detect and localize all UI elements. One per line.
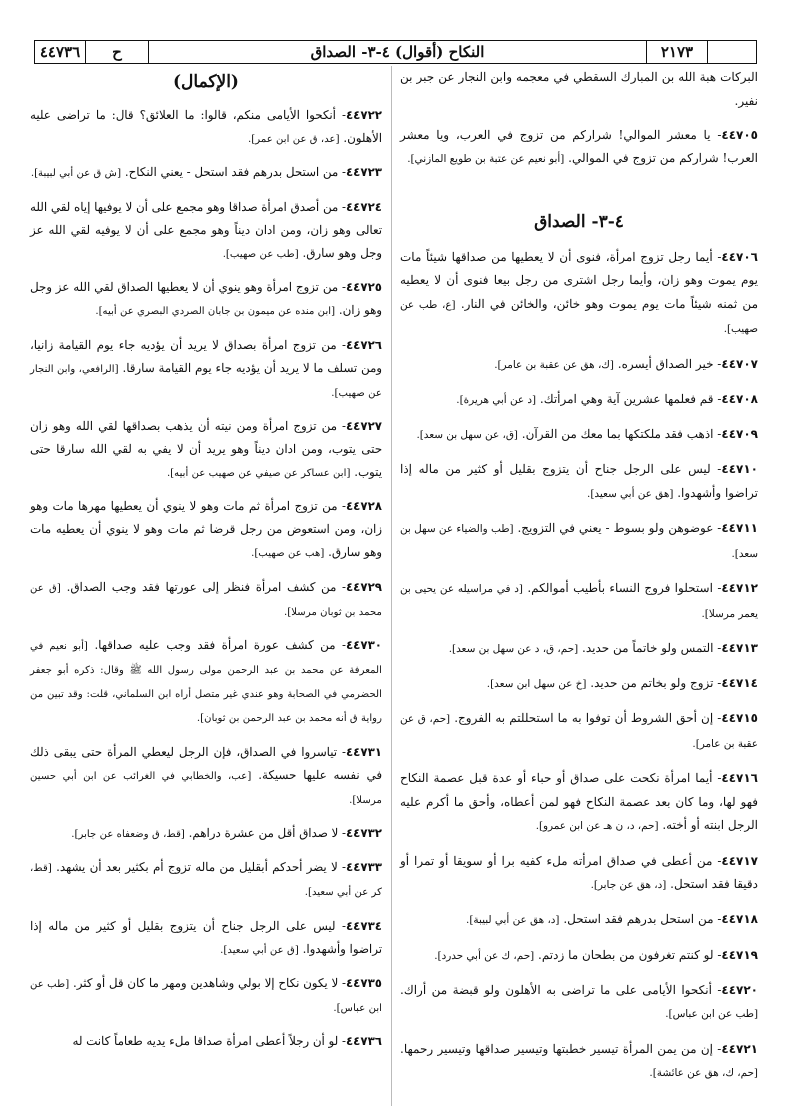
hadith-number: ٤٤٧١٥ bbox=[721, 711, 758, 726]
hadith-text: - عوضوهن ولو بسوط - يعني في التزويج. bbox=[517, 521, 722, 536]
hadith-entry bbox=[30, 576, 382, 624]
hadith-number: ٤٤٧١٩ bbox=[721, 947, 758, 962]
hadith-entry bbox=[400, 979, 758, 1027]
page-number: ٢١٧٣ bbox=[647, 41, 708, 63]
hadith-text: - لا يضر أحدكم أبقليل من ماله تزوج أم بكثير بعد أن يشهد. bbox=[56, 860, 346, 875]
header-title: النكاح (أقوال) ٤-٣- الصداق bbox=[149, 41, 647, 63]
hadith-text: - يا معشر الموالي! شراركم من تزوج في العرب، ويا معشر العرب! شراركم من تزوج في الموالي. bbox=[400, 127, 758, 166]
hadith-entry bbox=[30, 415, 382, 485]
hadith-text: - تياسروا في الصداق، فإن الرجل ليعطي المرأة حتى يبقى ذلك في نفسه عليها حسيكة. bbox=[30, 744, 383, 782]
hadith-source: [أبو نعيم في المعرفة عن محمد بن عبد الرحمن مولى رسول الله ﷺ وقال: ذكره أبو جعفر الحضرمي في الصحابة وهو عندي غير متصل أراه ابن السلماني، قلت: وقد تبين من رواية ق أنه محمد بن عبد الرحمن بن ثوبان]. bbox=[30, 641, 382, 725]
hadith-entry bbox=[400, 124, 758, 172]
section-heading-sadaq: ٤-٣- الصداق bbox=[534, 211, 624, 232]
hadith-entry bbox=[30, 334, 382, 405]
hadith-number: ٤٤٧٣٤ bbox=[345, 918, 382, 933]
hadith-source: [عب، والخطابي في الغرائب عن ابن أبي حسين مرسلا]. bbox=[30, 770, 382, 806]
hadith-source: [د، هق عن جابر]. bbox=[590, 879, 667, 892]
hadith-source: [طب عن صهيب]. bbox=[222, 248, 299, 260]
left-column bbox=[30, 66, 382, 1064]
hadith-source: [ق عن محمد بن ثوبان مرسلا]. bbox=[30, 582, 382, 618]
hadith-text: - من تزوج امرأة وهو ينوي أن لا يعطيها الصداق لقي الله عز وجل وهو زان. bbox=[30, 280, 382, 318]
right-entries-second bbox=[400, 246, 758, 1086]
hadith-text: - من استحل بدرهم فقد استحل - يعني النكاح. bbox=[124, 165, 346, 180]
hadith-number: ٤٤٧٢٧ bbox=[345, 418, 382, 433]
hadith-text: - إن أحق الشروط أن توفوا به ما استحللتم به الفروج. bbox=[454, 711, 722, 726]
header-mark: ح bbox=[86, 41, 149, 63]
hadith-source: [د، هق عن أبي لبيبة]. bbox=[466, 914, 560, 927]
hadith-text: - من تزوج امرأة ثم مات وهو لا ينوي أن يعطيها مهرها مات وهو زان، ومن استعوض من رجل قرضا ثم مات وهو لا ينوي أن يعطيه مات وهو سارق. bbox=[30, 499, 382, 560]
hadith-number: ٤٤٧٠٩ bbox=[721, 427, 758, 442]
hadith-entry bbox=[400, 672, 758, 697]
section-heading-ikmal: (الإكمال) bbox=[173, 72, 239, 92]
hadith-entry bbox=[30, 495, 382, 565]
hadith-text: - استحلوا فروج النساء بأطيب أموالكم. bbox=[527, 581, 722, 596]
hadith-entry bbox=[30, 822, 382, 846]
hadith-entry bbox=[400, 908, 758, 933]
hadith-text: - ليس على الرجل جناح أن يتزوج بقليل أو كثير من ماله إذا تراضوا وأشهدوا. bbox=[400, 462, 758, 500]
hadith-source: [حم، ق، د عن سهل بن سعد]. bbox=[448, 642, 579, 655]
right-entries-first bbox=[400, 124, 758, 172]
hadith-source: [طب عن ابن عباس]. bbox=[665, 1008, 758, 1021]
hadith-source: [الرافعي، وابن النجار عن صهيب]. bbox=[30, 363, 382, 399]
hadith-text: - أنكحوا الأيامى منكم، قالوا: ما العلائق؟ قال: ما تراضى عليه الأهلون. bbox=[30, 108, 382, 145]
hadith-entry bbox=[400, 850, 758, 898]
hadith-source: [ش ق عن أبي لبيبة]. bbox=[30, 168, 122, 180]
hadith-text: - من كشف عورة امرأة فقد وجب عليه صداقها. bbox=[94, 638, 346, 653]
hadith-number: ٤٤٧٢٤ bbox=[345, 199, 382, 214]
left-entries bbox=[30, 104, 382, 1053]
right-column bbox=[400, 66, 758, 1097]
hadith-entry bbox=[30, 915, 382, 962]
hadith-number: ٤٤٧١٨ bbox=[721, 912, 758, 927]
hadith-text: - لا يكون نكاح إلا بولي وشاهدين ومهر ما كان قل أو كثر. bbox=[72, 976, 346, 991]
hadith-entry bbox=[30, 634, 382, 730]
hadith-source: [أبو نعيم عن عتبة بن طويع المازني]. bbox=[407, 153, 565, 166]
hadith-entry bbox=[30, 196, 382, 266]
hadith-number: ٤٤٧٢٨ bbox=[345, 499, 382, 514]
hadith-entry bbox=[400, 517, 758, 566]
column-divider bbox=[391, 66, 392, 1106]
hadith-text: - من استحل بدرهم فقد استحل. bbox=[563, 912, 722, 927]
hadith-entry bbox=[400, 637, 758, 662]
hadith-entry bbox=[400, 246, 758, 342]
hadith-number: ٤٤٧٢٦ bbox=[345, 337, 382, 352]
hadith-entry bbox=[400, 577, 758, 626]
hadith-source: [ك، هق عن عقبة بن عامر]. bbox=[494, 358, 614, 371]
hadith-text: - ليس على الرجل جناح أن يتزوج بقليل أو كثير من ماله إذا تراضوا وأشهدوا. bbox=[30, 918, 382, 956]
hadith-source: [هب عن صهيب]. bbox=[251, 548, 325, 560]
hadith-source: [طب عن ابن عباس]. bbox=[30, 979, 382, 1015]
hadith-number: ٤٤٧٢٣ bbox=[345, 165, 382, 180]
page-header bbox=[34, 40, 757, 64]
hadith-entry bbox=[400, 458, 758, 506]
hadith-number: ٤٤٧٣٦ bbox=[345, 1034, 382, 1049]
hadith-number: ٤٤٧٠٧ bbox=[721, 356, 758, 371]
hadith-source: [عد، ق عن ابن عمر]. bbox=[248, 134, 340, 145]
hadith-number: ٤٤٧٠٨ bbox=[721, 391, 758, 406]
hadith-text: - لو كنتم تغرفون من بطحان ما زدتم. bbox=[538, 947, 722, 962]
hadith-number: ٤٤٧٣٣ bbox=[346, 860, 383, 875]
hadith-text: - من تزوج امرأة بصداق لا يريد أن يؤديه جاء يوم القيامة زانيا، ومن تسلف ما لا يريد أن يؤديه جاء يوم القيامة سارقا. bbox=[30, 337, 383, 375]
hadith-source: [طب والضياء عن سهل بن سعد]. bbox=[400, 523, 758, 560]
hadith-number: ٤٤٧٣١ bbox=[345, 744, 382, 759]
hadith-source: [خ عن سهل ابن سعد]. bbox=[486, 678, 587, 691]
hadith-entry bbox=[400, 1038, 758, 1086]
hadith-text: - أنكحوا الأيامى على ما تراضى به الأهلون ولو قبضة من أراك. bbox=[400, 982, 722, 997]
hadith-text: - تزوج ولو بخاتم من حديد. bbox=[590, 676, 722, 691]
hadith-source: [هق عن أبي سعيد]. bbox=[587, 487, 674, 500]
header-number: ٤٤٧٣٦ bbox=[35, 41, 86, 63]
hadith-text: - من كشف امرأة فنظر إلى عورتها فقد وجب الصداق. bbox=[66, 579, 346, 594]
hadith-number: ٤٤٧١١ bbox=[721, 521, 758, 536]
hadith-number: ٤٤٧٠٦ bbox=[721, 249, 758, 264]
hadith-number: ٤٤٧١٠ bbox=[721, 462, 758, 477]
hadith-entry bbox=[30, 276, 382, 323]
hadith-number: ٤٤٧٣٥ bbox=[345, 976, 382, 991]
hadith-text: - لو أن رجلاً أعطى امرأة صداقا ملء يديه طعاماً كانت له bbox=[72, 1034, 346, 1049]
hadith-source: [حم، ك، هق عن عائشة]. bbox=[649, 1067, 758, 1080]
hadith-entry bbox=[400, 767, 758, 839]
hadith-number: ٤٤٧٢٥ bbox=[345, 280, 382, 295]
hadith-source: [ق، عن سهل بن سعد]. bbox=[416, 429, 518, 442]
hadith-entry bbox=[30, 1030, 382, 1053]
hadith-number: ٤٤٧٢٠ bbox=[721, 982, 758, 997]
hadith-source: [قط، كر عن أبي سعيد]. bbox=[30, 863, 382, 899]
hadith-text: - خير الصداق أيسره. bbox=[617, 356, 722, 371]
hadith-number: ٤٤٧٢٩ bbox=[345, 579, 382, 594]
hadith-text: - اذهب فقد ملكتكها بما معك من القرآن. bbox=[521, 427, 722, 442]
hadith-text: - أيما امرأة نكحت على صداق أو حباء أو عدة قبل عصمة النكاح فهو لها، وما كان بعد عصمة النكاح فهو لمن أعطاه، وأحق ما أكرم عليه الرجل ابنته أو أخته. bbox=[400, 771, 758, 833]
hadith-source: [حم، د، ن هـ عن ابن عمرو]. bbox=[535, 820, 659, 833]
hadith-source: [ق عن أبي سعيد]. bbox=[220, 944, 299, 956]
hadith-number: ٤٤٧١٤ bbox=[721, 676, 758, 691]
hadith-source: [حم، ك عن أبي حدرد]. bbox=[434, 949, 535, 962]
hadith-entry bbox=[30, 741, 382, 812]
hadith-source: [ع، طب عن صهيب]. bbox=[400, 298, 758, 336]
header-empty-box bbox=[708, 41, 756, 63]
hadith-entry bbox=[400, 944, 758, 969]
hadith-source: [د في مراسيله عن يحيى بن يعمر مرسلا]. bbox=[400, 583, 758, 620]
hadith-number: ٤٤٧١٢ bbox=[721, 581, 758, 596]
hadith-entry bbox=[400, 388, 758, 413]
hadith-source: [حم، ق عن عقبة بن عامر]. bbox=[400, 713, 758, 750]
hadith-entry bbox=[30, 972, 382, 1020]
hadith-source: [ابن عساكر عن صيفي عن صهيب عن أبيه]. bbox=[166, 467, 351, 479]
hadith-number: ٤٤٧٢٢ bbox=[345, 108, 382, 122]
hadith-source: [ابن منده عن ميمون بن جابان الصردي البصري عن أبيه]. bbox=[95, 306, 336, 318]
hadith-entry bbox=[400, 707, 758, 756]
hadith-number: ٤٤٧١٣ bbox=[721, 640, 758, 655]
hadith-text: - التمس ولو خاتماً من حديد. bbox=[582, 640, 722, 655]
hadith-text: - قم فعلمها عشرين آية وهي امرأتك. bbox=[539, 391, 722, 406]
hadith-text: - من أصدق امرأة صداقا وهو مجمع على أن لا يوفيها إياه لقي الله تعالى وهو زان، ومن ادان ديناً وهو مجمع على أن لا يوفيه لقي الله عز وجل وهو سارق. bbox=[30, 199, 382, 260]
hadith-number: ٤٤٧١٦ bbox=[721, 771, 758, 786]
hadith-source: [قط، ق وضعفاه عن جابر]. bbox=[71, 828, 185, 840]
hadith-text: - من تزوج امرأة ومن نيته أن يذهب بصداقها لقي الله وهو زان حتى يتوب، ومن ادان ديناً وهو يريد أن لا يفي به لقي الله سارقا حتى يتوب. bbox=[30, 418, 382, 479]
hadith-text: - من أعطى في صداق امرأته ملء كفيه برا أو سويقا أو تمرا أو دقيقا فقد استحل. bbox=[400, 853, 758, 892]
hadith-text: - إن من يمن المرأة تيسير خطبتها وتيسير صداقها وتيسير رحمها. bbox=[400, 1041, 722, 1056]
continuation-text: البركات هبة الله بن المبارك السقطي في معجمه وابن النجار عن جبر بن نفير. bbox=[400, 70, 758, 108]
hadith-entry bbox=[400, 423, 758, 448]
hadith-entry bbox=[30, 856, 382, 904]
hadith-source: [د عن أبي هريرة]. bbox=[456, 393, 537, 406]
hadith-text: - لا صداق أقل من عشرة دراهم. bbox=[188, 825, 346, 840]
hadith-text: - أيما رجل تزوج امرأة، فنوى أن لا يعطيها من صداقها شيئاً مات يوم يموت وهو زان، وأيما رجل اشترى من رجل بيعا فنوى أن لا يعطيه من ثمنه شيئاً مات يوم يموت وهو خائن، والخائن في النار. bbox=[400, 249, 758, 311]
hadith-number: ٤٤٧٠٥ bbox=[721, 127, 758, 142]
hadith-entry bbox=[30, 161, 382, 185]
hadith-number: ٤٤٧٣٢ bbox=[345, 825, 382, 840]
hadith-number: ٤٤٧٣٠ bbox=[345, 638, 382, 653]
hadith-number: ٤٤٧٢١ bbox=[721, 1041, 758, 1056]
hadith-number: ٤٤٧١٧ bbox=[721, 853, 758, 868]
hadith-entry bbox=[30, 104, 382, 151]
hadith-entry bbox=[400, 353, 758, 378]
